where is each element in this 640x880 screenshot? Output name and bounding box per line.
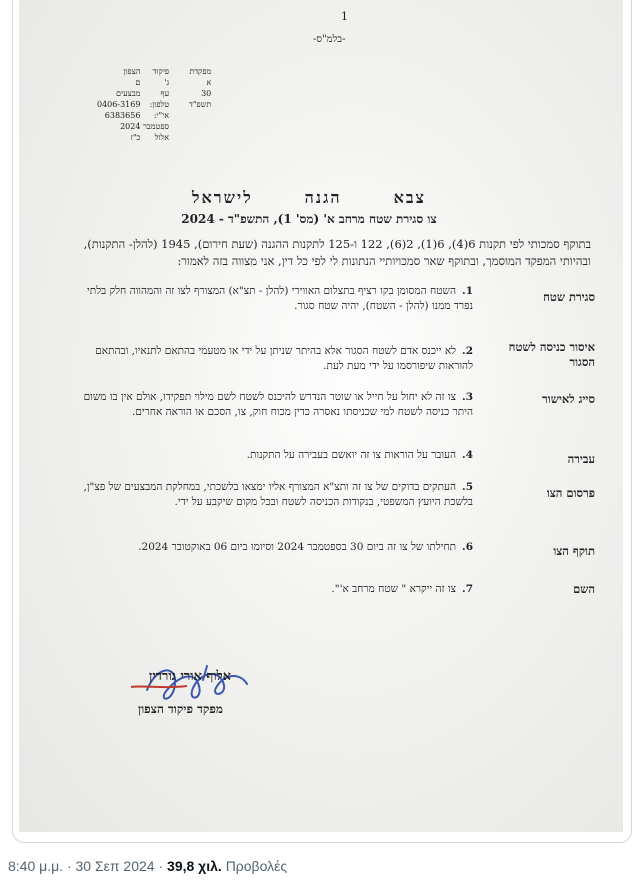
tweet-meta <box>8 858 287 874</box>
views-label: Προβολές <box>225 858 288 874</box>
signature-role: מפקד פיקוד הצפון <box>138 702 223 716</box>
section-label: פרסום הצו <box>546 486 595 500</box>
meta-separator: · <box>154 858 168 874</box>
tweet-date[interactable]: 30 Σεπ 2024 <box>75 858 155 874</box>
section-item: 3.צו זה לא יחול על חייל או שוטר הנדרש להיכנס לשטח לשם מילוי תפקידו, אולם אין בו משום היתר כניסה לשטח למי שכניסתו נאסרה כדין מכוח חוק, צו, הסכם או הוראה אחרים. <box>83 391 473 418</box>
section-item: 6.תחילתו של צו זה ביום 30 בספטמבר 2024 וסיומו ביום 06 באוקטובר 2024. <box>138 541 473 553</box>
header-column-2: פיקוד ג' עף טלפון: אי"י: ספטמבר אלול <box>143 67 170 142</box>
meta-separator: · <box>63 858 76 874</box>
header-column-3: מפקדת א 30 תשפ"ד <box>189 67 212 109</box>
section-item: 2.לא ייכנס אדם לשטח הסגור אלא בהיתר שניתן על ידי או מטעמי בהתאם לתנאיו, ובהתאם להוראות שיפורסמו על ידי מעת לעת. <box>95 345 473 372</box>
section-label: עבירה <box>567 452 595 466</box>
section-label: סגירת שטח <box>543 290 595 304</box>
section-item: 4.העובר על הוראות צו זה יואשם בעבירה על התקנות. <box>246 449 473 461</box>
document-subtitle: צו סגירת שטח מרחב א' (מס' 1), התשפ"ד - 2024 <box>181 212 437 226</box>
section-item: 1.השטח המסומן בקו רציף בתצלום האווירי (להלן - תצ"א) המצורף לצו זה והמהווה חלק בלתי נפרד ממנו (להלן - השטח), יהיה שטח סגור. <box>87 285 473 312</box>
document-intro: בתוקף סמכותי לפי תקנות 6(4), 6(1), 2(6), 122 ו-125 לתקנות ההגנה (שעת חירום), 1945 (להלן- התקנות), ובהיותי המפקד המוסמך, ובתוקף שאר סמכויותיי הנתונות לי לפי כל דין, אני מצווה בזה לאמור: <box>83 237 591 268</box>
section-label: השם <box>573 582 595 596</box>
section-item: 5.העתקים בדוקים של צו זה ותצ"א המצורף אליו ימצאו בלשכתי, במחלקת המבצעים של פצ"ן, בלשכת היועץ המשפטי, בנקודות הכניסה לשטח ובכל מקום שיקבע על ידי. <box>83 481 473 508</box>
tweet-media-frame <box>12 0 632 843</box>
document-title: צבאהגנהלישראל <box>192 188 426 207</box>
document-image[interactable] <box>19 0 623 832</box>
section-label: איסור כניסה לשטח הסגור <box>508 340 595 369</box>
section-label: סייג לאישור <box>542 392 595 406</box>
tweet-time[interactable]: 8:40 μ.μ. <box>8 858 64 874</box>
section-label: תוקף הצו <box>553 544 595 558</box>
classification-mark: -בלמ"ס- <box>313 34 346 45</box>
signature-underline <box>129 684 189 690</box>
header-column-1: הצפון ם מבצעים 0406-3169 6383656 2024 כ"ז <box>97 67 141 142</box>
page-number: 1 <box>341 10 348 23</box>
section-item: 7.צו זה ייקרא " שטח מרחב א'". <box>331 583 473 595</box>
signature-name: אלוף אורי גורדין <box>149 669 231 684</box>
views-count: 39,8 χιλ. <box>167 858 222 874</box>
